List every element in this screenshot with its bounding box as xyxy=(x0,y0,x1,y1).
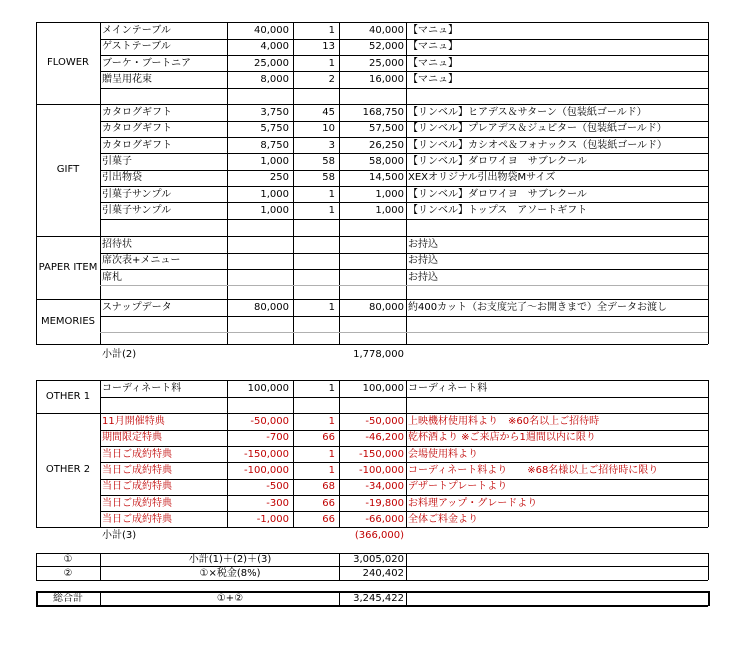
quantity: 3 xyxy=(328,139,335,151)
note: お持込 xyxy=(408,239,438,250)
grid-line xyxy=(406,22,407,104)
section-label: MEMORIES xyxy=(40,315,95,327)
unit-price: -100,000 xyxy=(244,464,289,476)
item-name: 当日ご成約特典 xyxy=(102,497,172,509)
quantity: 2 xyxy=(328,73,335,85)
quantity: 1 xyxy=(328,464,335,476)
item-name: 当日ご成約特典 xyxy=(102,481,172,493)
grid-line xyxy=(100,269,708,270)
item-name: 贈呈用花束 xyxy=(102,73,152,85)
note: 【リンベル】ダロワイヨ サブレクール xyxy=(408,155,587,167)
grid-line xyxy=(708,553,709,580)
amount: 16,000 xyxy=(369,73,404,85)
amount: 25,000 xyxy=(369,57,404,69)
subtotal-label: 小計(3) xyxy=(102,530,137,541)
note: お料理アップ・グレードより xyxy=(408,497,538,509)
unit-price: -300 xyxy=(266,497,289,509)
item-name: カタログギフト xyxy=(102,123,172,135)
note: デザートプレートより xyxy=(408,481,508,493)
grid-line xyxy=(227,22,228,104)
grid-line xyxy=(100,22,101,104)
quantity: 68 xyxy=(322,481,335,493)
grid-line xyxy=(708,380,709,413)
grid-line xyxy=(100,511,708,512)
subtotal-amount: (366,000) xyxy=(354,530,404,541)
amount: -150,000 xyxy=(359,448,404,460)
note: 【リンベル】プレアデス＆ジュピター（包装紙ゴールド） xyxy=(408,123,667,135)
summary-amount: 3,005,020 xyxy=(353,554,404,565)
grid-line xyxy=(708,413,709,527)
unit-price: 1,000 xyxy=(260,155,289,167)
grid-line xyxy=(406,236,407,299)
grid-line xyxy=(708,299,709,344)
item-name: 当日ご成約特典 xyxy=(102,464,172,476)
item-name: カタログギフト xyxy=(102,139,172,151)
unit-price: -500 xyxy=(266,481,289,493)
item-name: 当日ご成約特典 xyxy=(102,448,172,460)
quantity: 66 xyxy=(322,513,335,525)
amount: 58,000 xyxy=(369,155,404,167)
grand-total-formula: ①+② xyxy=(216,593,244,604)
unit-price: 5,750 xyxy=(260,123,289,135)
grid-line xyxy=(100,219,708,220)
grid-line xyxy=(100,299,101,344)
unit-price: -700 xyxy=(266,432,289,444)
quantity: 45 xyxy=(322,107,335,118)
grid-line xyxy=(100,430,708,431)
amount: 100,000 xyxy=(362,383,404,394)
item-name: 席札 xyxy=(102,271,122,283)
note: お持込 xyxy=(408,271,438,283)
grid-line xyxy=(339,236,340,299)
note: 【マニュ】 xyxy=(408,73,458,85)
item-name: カタログギフト xyxy=(102,107,172,118)
amount: 40,000 xyxy=(369,25,404,36)
grid-line xyxy=(36,380,708,381)
summary-amount: 240,402 xyxy=(362,567,404,579)
item-name: 期間限定特典 xyxy=(102,432,162,444)
summary-number: ① xyxy=(63,554,73,565)
unit-price: 40,000 xyxy=(254,25,289,36)
grand-total-label: 総合計 xyxy=(53,593,83,604)
grid-line xyxy=(100,55,708,56)
item-name: 引出物袋 xyxy=(102,172,142,184)
grid-line xyxy=(100,121,708,122)
item-name: 引菓子サンプル xyxy=(102,204,172,216)
grid-line xyxy=(36,22,708,23)
note: 約400カット（お支度完了～お開きまで）全データお渡し xyxy=(408,302,667,313)
item-name: 招待状 xyxy=(102,239,132,250)
item-name: コーディネート料 xyxy=(102,383,182,394)
item-name: 引菓子 xyxy=(102,155,132,167)
unit-price: 1,000 xyxy=(260,204,289,216)
unit-price: 8,000 xyxy=(260,73,289,85)
grid-line xyxy=(36,413,708,414)
subtotal-label: 小計(2) xyxy=(102,349,137,360)
unit-price: -150,000 xyxy=(244,448,289,460)
quantity: 58 xyxy=(322,172,335,184)
grid-line xyxy=(36,344,708,345)
quantity: 66 xyxy=(322,432,335,444)
quantity: 1 xyxy=(328,188,335,200)
note: 全体ご料金より xyxy=(408,513,478,525)
note: 【マニュ】 xyxy=(408,25,458,36)
unit-price: 25,000 xyxy=(254,57,289,69)
summary-label: 小計(1)＋(2)＋(3) xyxy=(188,554,272,565)
grid-line xyxy=(708,236,709,299)
grid-line xyxy=(36,104,708,105)
unit-price: -50,000 xyxy=(250,416,289,427)
grid-line xyxy=(100,236,101,299)
amount: 80,000 xyxy=(369,302,404,313)
section-label: GIFT xyxy=(56,164,80,175)
grid-line xyxy=(100,39,708,40)
amount: -50,000 xyxy=(365,416,404,427)
grid-line xyxy=(36,299,708,300)
amount: -46,200 xyxy=(365,432,404,444)
grid-line xyxy=(100,153,708,154)
quantity: 13 xyxy=(322,41,335,53)
unit-price: -1,000 xyxy=(256,513,289,525)
amount: -100,000 xyxy=(359,464,404,476)
grid-line xyxy=(36,527,708,528)
amount: 1,000 xyxy=(375,188,404,200)
note: 【マニュ】 xyxy=(408,41,458,53)
grid-line xyxy=(100,591,101,606)
quantity: 1 xyxy=(328,25,335,36)
item-name: スナップデータ xyxy=(102,302,172,313)
item-name: 引菓子サンプル xyxy=(102,188,172,200)
grid-line xyxy=(100,495,708,496)
summary-label: ①×税金(8%) xyxy=(199,567,261,579)
section-label: PAPER ITEM xyxy=(38,261,98,273)
unit-price: 3,750 xyxy=(260,107,289,118)
grid-line xyxy=(227,299,228,344)
quantity: 1 xyxy=(328,383,335,394)
amount: 52,000 xyxy=(369,41,404,53)
item-name: ブーケ・ブートニア xyxy=(102,57,191,69)
quantity: 58 xyxy=(322,155,335,167)
quantity: 1 xyxy=(328,416,335,427)
grid-line xyxy=(100,137,708,138)
grid-line xyxy=(293,236,294,299)
section-label: OTHER 1 xyxy=(45,390,91,402)
amount: 26,250 xyxy=(369,139,404,151)
grid-line xyxy=(293,299,294,344)
amount: 168,750 xyxy=(362,107,404,118)
unit-price: 80,000 xyxy=(254,302,289,313)
grid-line xyxy=(100,170,708,171)
grid-line xyxy=(406,299,407,344)
grid-line xyxy=(100,285,708,286)
section-label: FLOWER xyxy=(47,57,89,68)
note: コーディネート料 xyxy=(408,383,488,394)
grid-line xyxy=(339,22,340,104)
grid-line xyxy=(100,332,708,333)
item-name: 当日ご成約特典 xyxy=(102,513,172,525)
section-label: OTHER 2 xyxy=(45,464,91,475)
quantity: 1 xyxy=(328,204,335,216)
quantity: 1 xyxy=(328,57,335,69)
note: 【リンベル】ヒアデス＆サターン（包装紙ゴールド） xyxy=(408,107,647,118)
grid-line xyxy=(227,236,228,299)
note: 【リンベル】ダロワイヨ サブレクール xyxy=(408,188,587,200)
quantity: 66 xyxy=(322,497,335,509)
item-name: 11月開催特典 xyxy=(102,416,165,427)
grid-line xyxy=(100,446,708,447)
grid-line xyxy=(100,316,708,317)
grid-line xyxy=(100,253,708,254)
grid-line xyxy=(406,591,407,606)
grid-line xyxy=(100,553,101,580)
item-name: メインテーブル xyxy=(102,25,171,36)
unit-price: 1,000 xyxy=(260,188,289,200)
note: 上映機材使用料より ※60名以上ご招待時 xyxy=(408,416,600,427)
grid-line xyxy=(100,88,708,89)
summary-number: ② xyxy=(63,567,73,579)
grid-line xyxy=(708,22,709,104)
unit-price: 4,000 xyxy=(260,41,289,53)
note: 【リンベル】トップス アソートギフト xyxy=(408,204,588,216)
note: 会場使用料より xyxy=(408,448,478,460)
amount: 57,500 xyxy=(369,123,404,135)
amount: 14,500 xyxy=(369,172,404,184)
item-name: 席次表+メニュー xyxy=(102,255,181,267)
grand-total-amount: 3,245,422 xyxy=(353,593,404,604)
grid-line xyxy=(339,591,340,606)
grid-line xyxy=(100,462,708,463)
unit-price: 250 xyxy=(269,172,289,184)
quantity: 1 xyxy=(328,302,335,313)
grid-line xyxy=(293,22,294,104)
quantity: 10 xyxy=(322,123,335,135)
grid-line xyxy=(100,71,708,72)
grid-line xyxy=(100,479,708,480)
subtotal-amount: 1,778,000 xyxy=(353,349,404,360)
note: 乾杯酒より ※ご来店から1週間以内に限り xyxy=(408,432,596,444)
grid-line xyxy=(100,202,708,203)
grid-line xyxy=(36,236,708,237)
grid-line xyxy=(708,591,710,606)
grid-line xyxy=(339,553,340,580)
note: XEXオリジナル引出物袋Mサイズ xyxy=(408,172,556,184)
note: コーディネート料より ※68名様以上ご招待時に限り xyxy=(408,464,659,476)
amount: -66,000 xyxy=(365,513,404,525)
unit-price: 100,000 xyxy=(247,383,289,394)
quantity: 1 xyxy=(328,448,335,460)
unit-price: 8,750 xyxy=(260,139,289,151)
item-name: ゲストテーブル xyxy=(102,41,171,53)
amount: -34,000 xyxy=(365,481,404,493)
grid-line xyxy=(100,186,708,187)
grid-line xyxy=(100,397,708,398)
amount: -19,800 xyxy=(365,497,404,509)
grid-line xyxy=(708,104,709,236)
note: 【マニュ】 xyxy=(408,57,458,69)
amount: 1,000 xyxy=(375,204,404,216)
grid-line xyxy=(406,553,407,580)
note: 【リンベル】カシオペ＆フォナックス（包装紙ゴールド） xyxy=(408,139,667,151)
grid-line xyxy=(339,299,340,344)
note: お持込 xyxy=(408,255,438,267)
